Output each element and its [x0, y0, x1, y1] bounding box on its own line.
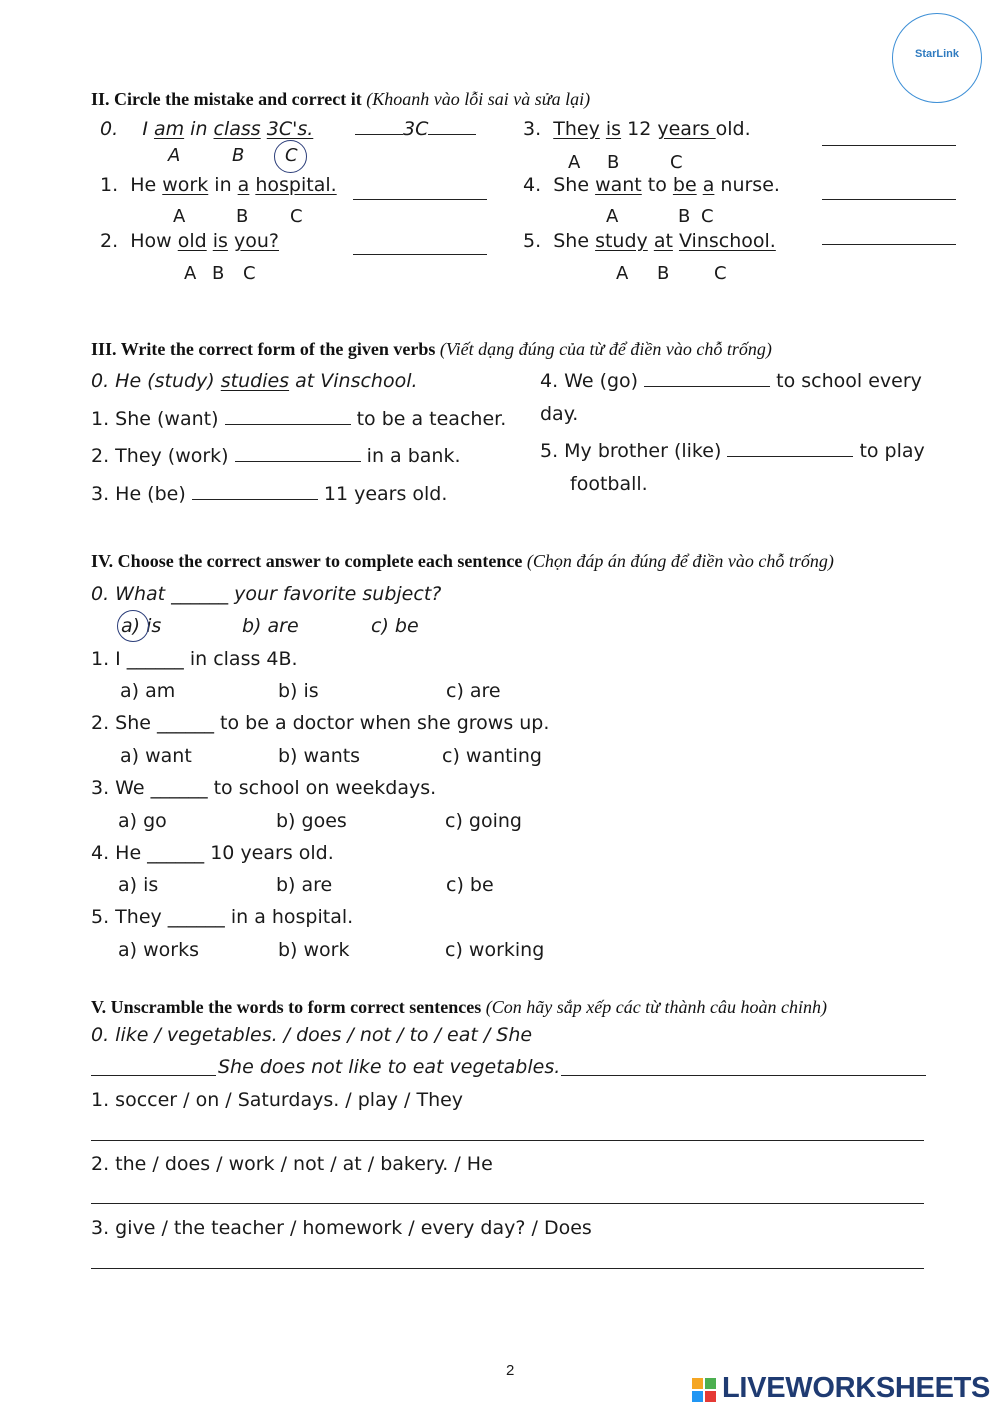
answer-circle — [117, 610, 149, 642]
s4-q1-option-c[interactable]: c) are — [446, 680, 501, 702]
s4-q5-stem: 5. They ______ in a hospital. — [91, 906, 354, 928]
liveworksheets-icon — [692, 1378, 718, 1404]
s4-q4-stem: 4. He ______ 10 years old. — [91, 842, 334, 864]
section-2-heading: II. Circle the mistake and correct it (Khoanh vào lỗi sai và sửa lại) — [91, 89, 591, 109]
s5-example-prompt: 0. like / vegetables. / does / not / to / eat / She — [91, 1024, 533, 1046]
s2-item-3-label-c: C — [670, 152, 683, 173]
s2-item-1-label-a: A — [173, 206, 186, 227]
s5-q2-prompt: 2. the / does / work / not / at / bakery. / He — [91, 1153, 493, 1175]
s4-q4-option-c[interactable]: c) be — [446, 874, 494, 896]
answer-circle — [274, 140, 307, 173]
s2-item-4-label-c: C — [701, 206, 714, 227]
s2-item-2-label-a: A — [184, 263, 197, 284]
s2-item-1-label-c: C — [290, 206, 303, 227]
s2-item-3-label-b: B — [607, 152, 620, 173]
s2-item-0-label-b: B — [232, 145, 245, 166]
s2-item-1-label-b: B — [236, 206, 249, 227]
s4-q5-option-c[interactable]: c) working — [445, 939, 545, 961]
s2-item-5-label-b: B — [657, 263, 670, 284]
s3-q5-blank[interactable] — [727, 440, 853, 457]
s3-q4: 4. We (go) to school every — [540, 370, 922, 392]
s4-q4-option-a[interactable]: a) is — [118, 874, 159, 896]
s3-q5: 5. My brother (like) to play — [540, 440, 925, 462]
s4-q2-option-a[interactable]: a) want — [120, 745, 192, 767]
s2-item-0-label-a: A — [168, 145, 181, 166]
s2-item-2-blank[interactable] — [353, 254, 487, 255]
s3-q3-blank[interactable] — [192, 483, 318, 500]
s2-item-2-label-c: C — [243, 263, 256, 284]
s5-example-answer: She does not like to eat vegetables. — [218, 1056, 561, 1078]
s4-q1-option-b[interactable]: b) is — [278, 680, 319, 702]
section-5-heading: V. Unscramble the words to form correct sentences (Con hãy sắp xếp các từ thành câu hoàn chỉnh) — [91, 997, 827, 1017]
s3-q2-blank[interactable] — [235, 445, 361, 462]
s2-item-4-label-a: A — [606, 206, 619, 227]
s3-q1-blank[interactable] — [225, 408, 351, 425]
s2-item-3-blank[interactable] — [822, 145, 956, 146]
s2-item-0: 0. I am in class 3C's. — [100, 118, 314, 140]
section-4-heading: IV. Choose the correct answer to complete each sentence (Chọn đáp án đúng để điền vào chỗ trống) — [91, 551, 834, 571]
s4-q2-option-b[interactable]: b) wants — [278, 745, 361, 767]
s4-q2-option-c[interactable]: c) wanting — [442, 745, 542, 767]
s5-example-line-right — [561, 1075, 926, 1076]
starlink-logo — [892, 13, 982, 103]
s4-q3-option-b[interactable]: b) goes — [276, 810, 347, 832]
s4-q0-stem: 0. What ______ your favorite subject? — [91, 583, 442, 605]
s5-q1-prompt: 1. soccer / on / Saturdays. / play / They — [91, 1089, 464, 1111]
s2-item-2: 2. How old is you? — [100, 230, 279, 252]
s4-q5-option-a[interactable]: a) works — [118, 939, 199, 961]
s4-q3-stem: 3. We ______ to school on weekdays. — [91, 777, 437, 799]
s4-q0-option-a[interactable]: a) is — [121, 615, 162, 637]
s3-q5-cont: football. — [570, 473, 648, 495]
s4-q5-option-b[interactable]: b) work — [278, 939, 350, 961]
s4-q4-option-b[interactable]: b) are — [276, 874, 333, 896]
s2-item-5: 5. She study at Vinschool. — [523, 230, 776, 252]
s2-item-5-label-c: C — [714, 263, 727, 284]
s2-item-0-answer: 3C — [355, 117, 476, 141]
s4-q1-stem: 1. I ______ in class 4B. — [91, 648, 298, 670]
liveworksheets-brand: LIVEWORKSHEETS — [722, 1372, 991, 1404]
s2-item-1: 1. He work in a hospital. — [100, 174, 337, 196]
s2-item-4: 4. She want to be a nurse. — [523, 174, 780, 196]
s2-item-2-label-b: B — [212, 263, 225, 284]
s4-q3-option-a[interactable]: a) go — [118, 810, 167, 832]
s4-q0-option-b[interactable]: b) are — [242, 615, 299, 637]
s3-q1: 1. She (want) to be a teacher. — [91, 408, 507, 430]
s3-example: 0. He (study) studies at Vinschool. — [91, 370, 418, 392]
s3-q4-cont: day. — [540, 403, 579, 425]
s3-q2: 2. They (work) in a bank. — [91, 445, 461, 467]
s3-q4-blank[interactable] — [644, 370, 770, 387]
s2-item-1-blank[interactable] — [353, 199, 487, 200]
s4-q3-option-c[interactable]: c) going — [445, 810, 522, 832]
s2-item-3: 3. They is 12 years old. — [523, 118, 751, 140]
s5-q2-answer-line[interactable] — [91, 1203, 924, 1204]
s3-q3: 3. He (be) 11 years old. — [91, 483, 448, 505]
s4-q1-option-a[interactable]: a) am — [120, 680, 176, 702]
s5-q3-prompt: 3. give / the teacher / homework / every day? / Does — [91, 1217, 592, 1239]
s5-q3-answer-line[interactable] — [91, 1268, 924, 1269]
logo-text: StarLink — [914, 48, 959, 60]
s2-item-4-blank[interactable] — [822, 199, 956, 200]
s2-item-3-label-a: A — [568, 152, 581, 173]
s2-item-5-blank[interactable] — [822, 244, 956, 245]
s2-item-0-label-c: C — [285, 145, 298, 166]
s2-item-4-label-b: B — [678, 206, 691, 227]
s2-item-5-label-a: A — [616, 263, 629, 284]
s4-q0-option-c[interactable]: c) be — [371, 615, 419, 637]
section-3-heading: III. Write the correct form of the given verbs (Viết dạng đúng của từ để điền vào chỗ trống) — [91, 339, 772, 359]
s5-q1-answer-line[interactable] — [91, 1140, 924, 1141]
s4-q2-stem: 2. She ______ to be a doctor when she grows up. — [91, 712, 550, 734]
s5-example-line-left — [91, 1075, 216, 1076]
page-number: 2 — [506, 1362, 515, 1379]
